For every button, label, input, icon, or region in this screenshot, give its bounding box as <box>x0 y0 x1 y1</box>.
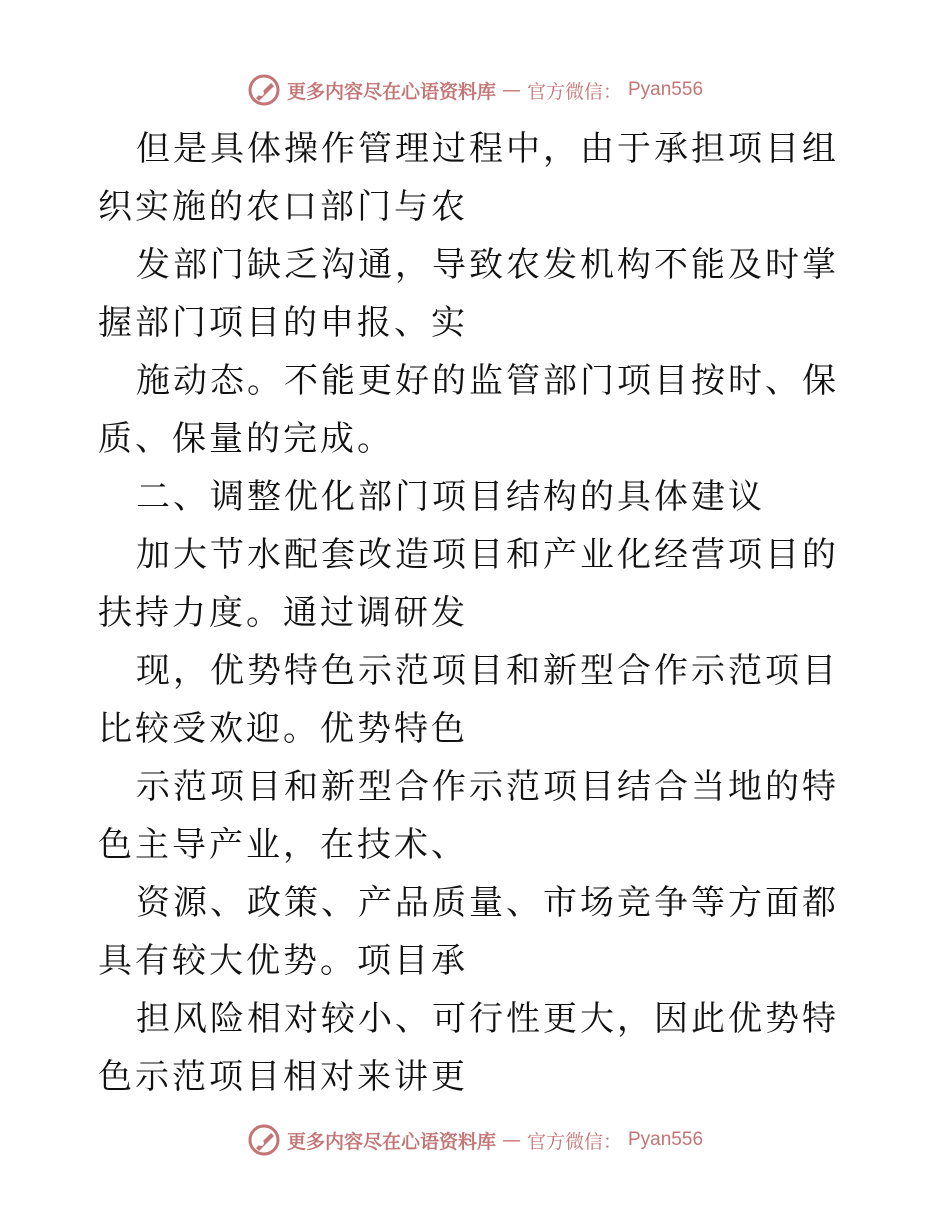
paragraph: 施动态。不能更好的监管部门项目按时、保质、保量的完成。 <box>98 361 839 459</box>
watermark-footer <box>0 1120 950 1160</box>
brand-logo-icon <box>247 73 281 107</box>
watermark-account-label: 官方微信： <box>526 1130 622 1153</box>
watermark-account-label: 官方微信： <box>526 80 622 103</box>
brand-logo-icon <box>247 1123 281 1157</box>
watermark-account-id: Pyan556 <box>628 1129 704 1150</box>
paragraph: 加大节水配套改造项目和产业化经营项目的扶持力度。通过调研发 <box>98 535 839 633</box>
watermark-brand-text: 更多内容尽在心语资料库 <box>286 80 496 103</box>
watermark-separator: — <box>501 79 521 101</box>
watermark-header <box>0 70 950 110</box>
paragraph: 现，优势特色示范项目和新型合作示范项目比较受欢迎。优势特色 <box>98 651 839 749</box>
watermark-account-id: Pyan556 <box>628 79 704 100</box>
document-body <box>98 120 858 1106</box>
paragraph: 发部门缺乏沟通，导致农发机构不能及时掌握部门项目的申报、实 <box>98 245 839 343</box>
paragraph: 资源、政策、产品质量、市场竞争等方面都具有较大优势。项目承 <box>98 883 839 981</box>
paragraph: 但是具体操作管理过程中，由于承担项目组织实施的农口部门与农 <box>98 129 839 227</box>
paragraph: 示范项目和新型合作示范项目结合当地的特色主导产业，在技术、 <box>98 767 839 865</box>
watermark-separator: — <box>501 1129 521 1151</box>
watermark-brand-text: 更多内容尽在心语资料库 <box>286 1130 496 1153</box>
section-heading: 二、调整优化部门项目结构的具体建议 <box>136 477 765 517</box>
paragraph: 担风险相对较小、可行性更大，因此优势特色示范项目相对来讲更 <box>98 999 839 1097</box>
